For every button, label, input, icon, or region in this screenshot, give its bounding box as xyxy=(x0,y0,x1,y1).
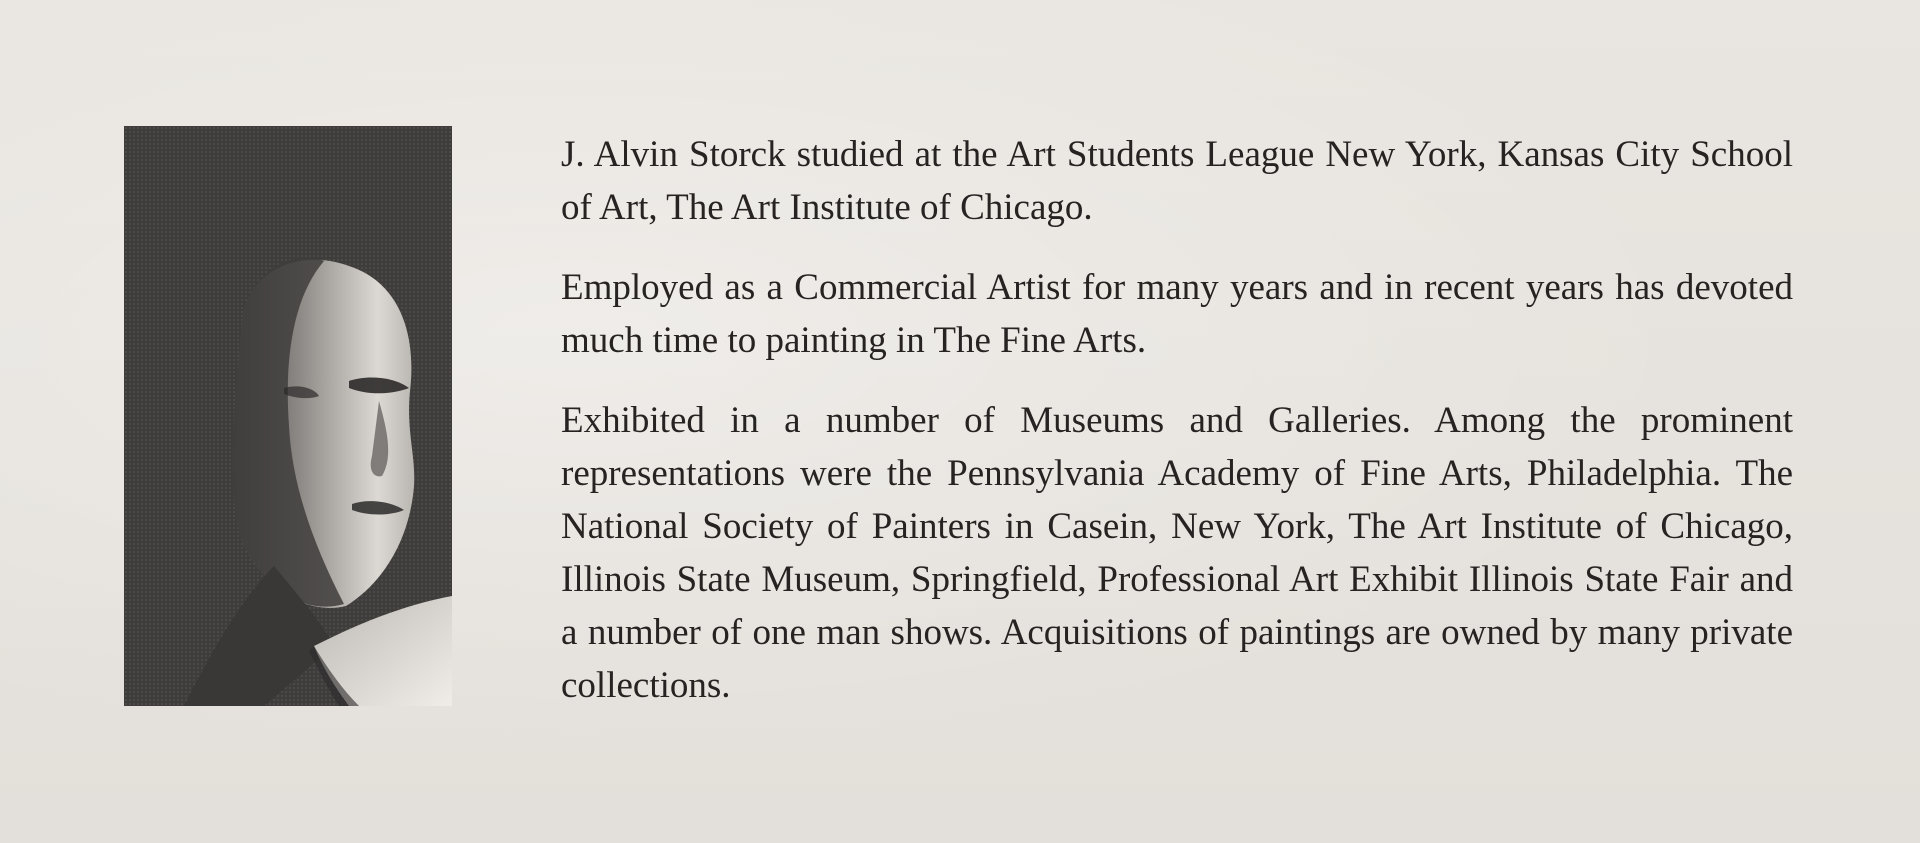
biography-text xyxy=(561,128,1793,739)
portrait-photo xyxy=(124,126,452,706)
bio-paragraph-exhibitions: Exhibited in a number of Museums and Galleries. Among the prominent representations were the Pennsylvania Academy of Fine Arts, Philadelphia. The National Society of Painters in Casein, New York, The Art Institute of Chicago, Illinois State Museum, Springfield, Professional Art Exhibit Illinois State Fair and a number of one man shows. Acquisitions of paintings are owned by many private collections. xyxy=(561,400,1793,706)
bio-paragraph-career: Employed as a Commercial Artist for many years and in recent years has devoted much time to painting in The Fine Arts. xyxy=(561,267,1793,361)
bio-paragraph-education: J. Alvin Storck studied at the Art Students League New York, Kansas City School of Art, The Art Institute of Chicago. xyxy=(561,134,1793,228)
portrait-image xyxy=(124,126,452,706)
